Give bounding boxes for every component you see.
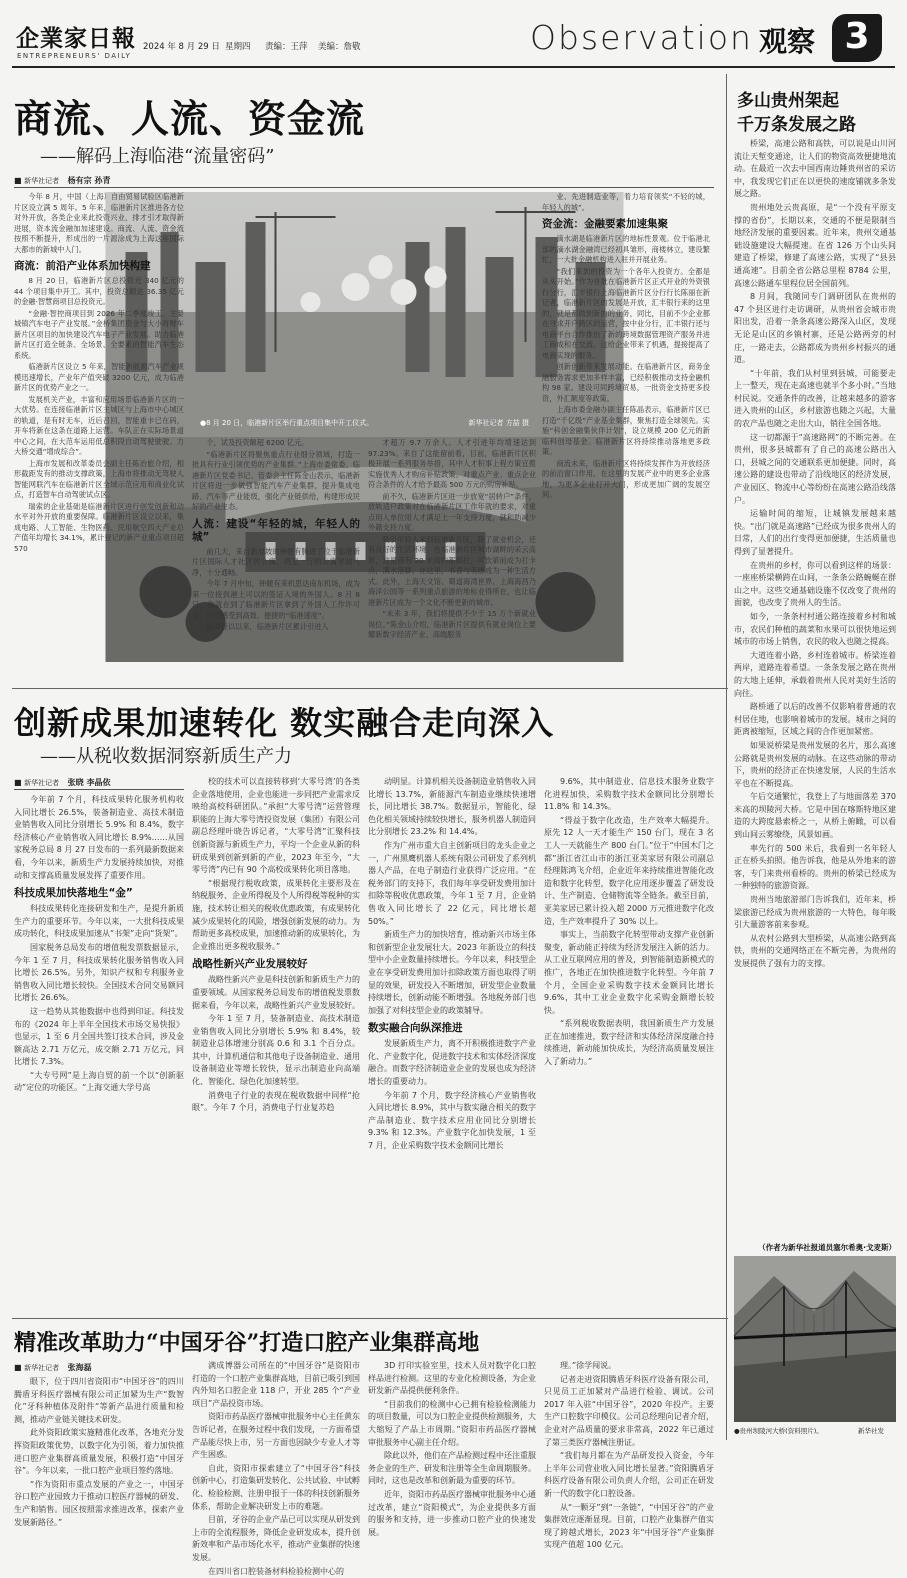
paragraph: 消费电子行业的表现在税收数据中同样“抢眼”。今年 7 个月，消费电子行业复苏趋 xyxy=(192,1090,360,1115)
paragraph: 自此，资阳市探索建立了“中国牙谷”科技创新中心，打造集研发转化、公共试验、中试孵化、检验检测、注册申报于一体的科技创新服务体系，帮助企业解决研发上市的难题。 xyxy=(192,1463,360,1513)
paragraph: 除此以外，他们在产品检测过程中还注重服务企业的生产、研发和注册等全生命周期服务。同时，这也是改革和创新最为重要的环节。 xyxy=(368,1450,536,1488)
paragraph: 在四川省口腔装备材料检验检测中心的 xyxy=(192,1566,360,1578)
paragraph: “未来 3 年，我们将提供不少于 15 万个新就业岗位。”陈金山介绍，临港新片区提供有就业岗位上要耀新数字经济产业、高端服务 xyxy=(368,609,536,641)
sidebar-photo xyxy=(734,1256,896,1422)
paragraph: 据调查以以来，临港新片区累计引进人 xyxy=(192,622,360,633)
sidebar-title-line2: 千万条发展之路 xyxy=(737,110,897,135)
paragraph: 此外资阳政策实施精准化改革，各地充分发挥资阳政策优势，以数字化为引领，着力加快推进口腔产业集群高质量发展，积极打造“中国牙谷”。今年以来，一批口腔产业项目签约落地。 xyxy=(14,1427,184,1477)
paragraph: “得益于数字化改造，生产效率大幅提升。原先 12 人一天才能生产 150 台门，现在 3 名工人一天就能生产 800 台门。”位于“中国木门之都”浙江省江山市的浙江亚美家居有限公司副总经理陈鸿飞介绍，企业近年来持续推进智能化改造和数字化转型，数字化应用逐步覆盖了研发设计、生产制造、仓储物流等全链条。截至目前，亚美家居已累计投入超 2000 万元推进数字化改造，生产效率提升了 30% 以上。 xyxy=(544,815,714,928)
paragraph: 眼下，位于四川省资阳市“中国牙谷”的四川腾盾牙科医疗器械有限公司正加紧为生产“数智化”牙科种植体及附件“等新产品进行质量和检测，推动产业链关键技术研发。 xyxy=(14,1376,184,1426)
paragraph: 瑞索的企业基础是临港新片区进行创发创新和动水平对外开放的重要保障。临港新片区设立以来，集成电路、人工智能、生物医药、民用航空四大产业总产值年均增长 34.1%，累计登记的新产业重点项目超 570 xyxy=(14,502,184,555)
paragraph: 吸引年轻人来到临港新片区，除了就业机会，还有良好的生活环境。在临港新片区城市湖畔的采云高原，这是商有 20 米高的都都拉，可饮第前成为打卡点，满水落脚。在这里，书香与美感成为一种生活方式。此外，上海天文馆、蜀道海湾世界、上海海昌乃海洋公园等一系列重点旅游的地标业得所在，也让临港新片区成为一个文化不断更新的城市。 xyxy=(368,535,536,609)
byline-prefix: 新华社记者 xyxy=(24,779,59,787)
article3-top-rule xyxy=(12,1318,728,1319)
article1-column-4 xyxy=(542,192,710,682)
paragraph: 战略性新兴产业是科技创新和新质生产力的重要领域。从国家税务总局发布的增值税发票数据来看，今年以来，战略性新兴产业发展较好。 xyxy=(192,974,360,1012)
paragraph: 发展新质生产力，离不开积极推进数字产业化、产业数字化，促进数字技术和实体经济深度融合。而数字经济制造业企业的发展也成为经济增长的重要动力。 xyxy=(368,1038,536,1088)
paragraph: 今年前 7 个月，数字经济核心产业销售收入同比增长 8.9%，其中与数实融合相关的数字产品制造业、数字技术应用业同比分别增长 9.3% 和 12.3%。产业数字化加快发展，1 至 7 月，企业采购数字技术金额同比增长 xyxy=(368,1090,536,1153)
paragraph: 从农村公路到大型桥梁，从高速公路到高铁，贵州的交通网络正在不断完善，为贵州的发展提供了强有力的支撑。 xyxy=(734,933,896,971)
paragraph: 新质生产力的加快培育，推动新兴市场主体和创新型企业发展壮大。2023 年新设立的科技型中小企业数量持续增长。今年以来，科技型企业在享受研发费用加计扣除政策方面也取得了明显的效果，研发投入不断增加，研发型企业数量持续增长，创新动能不断增强。各地税务部门也加强了对科技型企业的政策辅导。 xyxy=(368,929,536,1017)
photo-credit: 新华社记者 方喆 摄 xyxy=(469,418,529,428)
paragraph: 作为广州市重大自主创新项目的龙头企业之一，广州黑鹰机器人系统有限公司研发了系列机器人产品，在电子制造行业获得广泛应用。“在税务部门的支持下，我们每年享受研发费用加计扣除等税收优惠政策，今年 1 至 7 月，企业销售收入同比增长了 22 亿元，同比增长超 50%。” xyxy=(368,840,536,928)
sidebar-title-line1: 多山贵州架起 xyxy=(737,86,897,111)
article2-byline-rule xyxy=(14,789,184,790)
paragraph: “大专号网”是上海自贸的前一个以“创新驱动”定位的功能区。“上海交通大学号高 xyxy=(14,1070,184,1095)
article3-column-3 xyxy=(368,1360,536,1442)
sidebar-author-credit: （作者为新华社报道员塞尔希奥·戈麦斯） xyxy=(734,1242,896,1253)
paragraph: “系列税收数据表明，我国新质生产力发展正在加速推进，数字经济和实体经济深度融合持续推进，新动能加快成长，为经济高质量发展注入了新动力。” xyxy=(544,1018,714,1068)
paragraph: 临港新片区设立 5 年来，智能新能源汽车产业规模迅速增长，产业年产值突破 3200 亿元，成为临港新片区的优势产业之一。 xyxy=(14,362,184,394)
article3-byline xyxy=(14,1362,92,1373)
paragraph: 9.6%，其中制造业、信息技术服务业数字化进程加快，采购数字技术金额同比分别增长 11.8% 和 14.3%。 xyxy=(544,776,714,814)
paragraph: 目前，牙谷的企业产品已可以实现从研发到上市的全流程服务，降低企业研发成本，提升创新效率和产品市场化水平，推动产业集群的快速发展。 xyxy=(192,1514,360,1564)
paragraph: 满成博器公司所在的“中国牙谷”是资阳市打造的一个口腔产业集群高地，目前已吸引到国内外知名口腔企业 118 户，开业 285 个“产业项目”产品投资市场。 xyxy=(192,1360,360,1410)
article3-column-4 xyxy=(544,1360,714,1442)
paragraph: “十年前，我们从村里到县城，可能要走上一整天，现在走高速也就半个多小时。”当地村民说。交通条件的改善，让越来越多的游客进入贵州的山区，乡村旅游也随之兴起，大量的农产品也随之走出大山，销往全国各地。 xyxy=(734,368,896,431)
paragraph: 上海市发展和改革委员会副主任陈治旅介绍，相形截距发有的推动支撑政策，上海市将推动无驾驶人智能网联汽车在临港新片区全域示范应用和商业化试点，打造智车自动驾驶试点区。 xyxy=(14,459,184,501)
section-heading: 数实融合向纵深推进 xyxy=(368,1022,536,1035)
article1-byline-rule xyxy=(14,187,714,188)
byline-marker-icon: ■ xyxy=(14,778,24,787)
paragraph: 个，试及投资额超 6200 亿元。 xyxy=(192,438,360,449)
article1-byline xyxy=(14,175,110,186)
page-number: 3 xyxy=(832,16,882,57)
section-heading: 人流：建设“年轻的城，年轻人的城” xyxy=(192,518,360,544)
paragraph: 记者走进资阳腾盾牙科医疗设备有限公司，只见员工正加紧对产品进行检验、调试。公司 2017 年入驻“中国牙谷”，2020 年投产。主要生产口腔数字印模仪。公司总经理向记者介绍，企业对产品质量的要求非常高，2022 年已通过了第三类医疗器械注册证。 xyxy=(544,1374,714,1450)
sidebar-body xyxy=(734,138,896,1238)
paragraph: 如今，一条条村村通公路连接着乡村和城市，农民们种植的蔬菜和水果可以很快地运到城市的市场上销售，农民的收入也随之提高。 xyxy=(734,611,896,649)
section-heading: 商流：前沿产业体系加快构建 xyxy=(14,260,184,273)
paragraph: “我们每月都在为产品研发投入资金，今年上半年公司营业收入同比增长显著。”资阳腾盾牙科医疗设备有限公司负责人介绍，公司正在研发新一代的数字化口腔设备。 xyxy=(544,1450,714,1500)
byline-names: 杨有宗 孙青 xyxy=(68,176,111,185)
paragraph: 商流未来，临港新片区将持续发挥作为开放经济的前沿窗口作用，在这里的发展产业中的更多企业落地。为更多企业打开大门，形成更加广阔的发展空间。 xyxy=(542,459,710,501)
paragraph: 路桥通了以后的改善不仅影响着普通的农村居住地，也影响着城市的发展。城市之间的距离被缩短，区域之间的合作更加紧密。 xyxy=(734,701,896,739)
paper-logo-en: ENTREPRENEURS' DAILY xyxy=(17,52,131,60)
paragraph: “临港新片区将聚焦重点行业细分领域，打造一批具有行业引领优势的产业集群。”上海市委常委、临港新片区党委书记、管委会主任陈金山表示，临港新片区将进一步做强智能汽车产业集群，提升集成电路、汽车等产业能级，强化产业链供给，构建形成民好的产业生态。 xyxy=(192,450,360,513)
section-heading: 资金流：金融要素加速集聚 xyxy=(542,218,710,231)
paragraph: 近年，资阳市药品医疗器械审批服务中心通过改革，建立“资阳模式”，为企业提供多方面的服务和支持，进一步推动口腔产业的快速发展。 xyxy=(368,1489,536,1539)
paragraph: “金融·智控商项目到 2026 年二季度竣工，主要城镇汽车电子产业发展。”金桥集团资金与大小将财车新片区项目的加快建设汽车电子产业发展。助力临港新片区打造全链条、全场景、全要素的智能汽车生态系统。 xyxy=(14,309,184,362)
section-heading: 战略性新兴产业发展较好 xyxy=(192,958,360,971)
paragraph: “目前我们的检测中心已拥有检验检测能力的项目数量，可以为口腔企业提供检测服务，大大缩短了产品上市周期。”资阳市药品医疗器械审批服务中心副主任介绍。 xyxy=(368,1399,536,1449)
paragraph: 这一切都源于“高速路网”的不断完善。在贵州，很多县城都有了自己的高速公路出入口，县城之间的交通联系更加便捷。同时，高速公路的建设也带动了沿线地区的经济发展，产业园区、物流中心等纷纷在高速公路沿线落户。 xyxy=(734,432,896,508)
paragraph: 贵州地处云贵高原，是“一个没有平原支撑的省份”，长期以来，交通的不便是限制当地经济发展的重要因素。近年来，贵州交通基础设施建设大幅提速。在省 126 万个山头间建造了桥梁，修建了高速公路，实现了“县县通高速”。目前全省公路总里程 8784 公里，高速公路通车里程位居全国前列。 xyxy=(734,202,896,290)
paragraph: 前几天，来自新加坡的钟健有腾进了位于临港新片区国际人才社区的公寓，两室一厅的公寓宽阔八净，十分通畅。 xyxy=(192,547,360,579)
byline-names: 张海磊 xyxy=(68,1363,92,1372)
article1-column-2 xyxy=(192,438,360,682)
paragraph: 8 月 20 日，临港新片区总投资近 340 亿元的 44 个项目集中开工。其中，投资总额达 36.35 亿元的金融·智慧商项目总投资元。 xyxy=(14,276,184,308)
masthead xyxy=(0,0,907,68)
article1-column-1 xyxy=(14,192,184,677)
paragraph: 科技成果转化连接研发和生产，是提升新质生产力的重要环节。今年以来，一大批科技成果成功转化，科技成果加速从“书架”走向“货架”。 xyxy=(14,903,184,941)
article2-byline xyxy=(14,777,110,788)
section-title-cn: 观察 xyxy=(759,20,815,60)
paragraph: 业、先进制造业等，着力培育领奖“不轻的城，年轻人的城”。 xyxy=(542,192,710,213)
sidebar-divider xyxy=(726,74,727,1440)
paragraph: 率先行的 500 米后，我看到一名年轻人正在桥头拍照。他告诉我，他是从外地来的游客，专门来贵州看桥的。贵州的桥梁已经成为一种独特的旅游资源。 xyxy=(734,843,896,893)
article2-subtitle: ——从税收数据洞察新质生产力 xyxy=(40,742,292,768)
paragraph: “根据现行税收政策，成果转化主要形及在纳税服务、企业所得税及个人所得税等税种的实施，技术转让相关的税收优惠政策，有成果转化减少成果转化的风险，增强创新发展的动力。为帮助更多高校成果，加速推动新的成果转化，为企业推出更多税收服务。” xyxy=(192,878,360,954)
paragraph: 创新创新带来发展动能。在临港新片区，商务金融服务需求更加多样丰富，已经积极推动支持金融机构 98 家。建设可同跨境贸易，一批资金支持更多投资，外汇额度等政策。 xyxy=(542,362,710,404)
bridge-photo xyxy=(734,1256,896,1422)
paragraph: 在贵州的乡村，你可以看到这样的场景：一座座桥梁横跨在山间，一条条公路蜿蜒在群山之中。这些交通基础设施不仅改变了贵州的面貌，也改变了贵州人的生活。 xyxy=(734,560,896,610)
paragraph: 从“一颗牙”到“一条链”，“中国牙谷”的产业集群效应逐渐显现。目前，口腔产业集群产值实现了跨越式增长，2023 年“中国牙谷”产业集群实现产值超 100 亿元。 xyxy=(544,1502,714,1552)
paragraph: 贵州当地旅游部门告诉我们，近年来，桥梁旅游已经成为贵州旅游的一大特色，每年吸引大量游客前来参观。 xyxy=(734,894,896,932)
photo-caption: ●8 月 20 日，临港新片区举行重点项目集中开工仪式。 xyxy=(200,418,373,428)
paragraph: 前不久，临港新片区进一步放宽“居转户”条件，放轨适户政策对在临港新片区工作年就的要求，对重点用人单位用人才满足上一年支持力度，就和助减少外籍支持力度。 xyxy=(368,492,536,534)
article1-photo xyxy=(192,192,537,432)
paragraph: 今年 1 至 7 月，装备制造业、高技术制造业销售收入同比分别增长 5.9% 和 8.4%，较制造业总体增速分别高 0.6 和 3.1 个百分点。其中，计算机通信和其他电子设备制造业、通用设备制造业等增长较快，显示出制造业向高端化、智能化、绿色化加速转型。 xyxy=(192,1013,360,1089)
paragraph: 理。”徐学闯说。 xyxy=(544,1360,714,1373)
paragraph: “我们来到的投资为一个各年入投资方。全都是从头开始。”作为首批在临港新片区正式开业的外资银行分行，汇丰银行上海临港新片区分行行长陈丽在新记者，临港新片区的发展是开放，汇丰银行来的这里的，就是都做到新的的业务，同比，目前不少企业都在寻求开户跨区的运营，按中业分行，汇丰银行还与电商平台合作推出了新的跨境数据管理资产服务并进工商成和在交流，这给企业带来了机遇，提接提高了电商实现的服务。 xyxy=(542,267,710,362)
paragraph: 国家税务总局发布的增值税发票数据显示，今年 1 至 7 月，科技成果转化服务销售收入同比增长 26.5%。另外，知识产权和专利服务业销售收入同比增长较快。全国技术合同交易额同比增长 26.6%。 xyxy=(14,942,184,1005)
paragraph: 上海市委金融办副主任陈晶表示，临港新片区已打造“千亿级”产业基金集群，聚焦打造全球领先。实施“科创金融集伙伴计划”，设立规模 200 亿元的新临科创母基金。临港新片区将持续推动落地更多政策。 xyxy=(542,405,710,458)
paragraph: 3D 打印实验室里，技术人员对数字化口腔样品进行检测。这里的专业化检测设备，为企业研发新产品提供便利条件。 xyxy=(368,1360,536,1398)
byline-names: 张晓 李晶依 xyxy=(68,778,111,787)
issue-date: 2024 年 8 月 29 日 xyxy=(143,40,220,52)
sidebar-photo-caption: ●贵州坝陵河大桥(资料照片)。 xyxy=(734,1426,823,1435)
article2-column-3 xyxy=(368,776,536,1314)
paragraph: 8 月间，我随同专门调研团队在贵州的 47 个县区进行走访调研，从贵州省会城市贵阳出发，沿着一条条高速公路深入山区，发现无论是山区的乡镇村寨，还是公路两旁的村庄，一路走去，公路都成为贵州乡村振兴的通道。 xyxy=(734,291,896,367)
article2-title: 创新成果加速转化 数实融合走向深入 xyxy=(14,698,554,744)
byline-prefix: 新华社记者 xyxy=(24,177,59,185)
paragraph: 滴水湖是临港新片区的地标性景观。位于临港北部的滴水湖金融湾已经初具雏形，商楼林立，建设繁忙，一大批金融机构进入驻并开展业务。 xyxy=(542,234,710,266)
paragraph: 今年 8 月，中国（上海）自由贸易试验区临港新片区设立满 5 周年。5 年来，临港新片区推进各方位对外开放，各类企业来此投资兴业，排才引才取得新进展，资本流金融加加速建设。商流、人流、资金流按照不断提升，形成出的一片源涂成为上海这座国际大都市的新城中人门。 xyxy=(14,192,184,255)
article2-column-2 xyxy=(192,776,360,1314)
byline-marker-icon: ■ xyxy=(14,176,24,185)
paragraph: 资阳市药品医疗器械审批服务中心主任黄东告诉记者，在服务过程中我们发现，一方面希望产品能尽快上市，另一方面也因缺少专业人才等产生困惑。 xyxy=(192,1411,360,1461)
article2-column-4 xyxy=(544,776,714,1314)
paragraph: 午后交通繁忙，我登上了与地面落差 370 米高的坝陵河大桥。它是中国在喀斯特地区建造的大跨度悬索桥之一，从桥上俯瞰，可以看到山间云雾缭绕，风景如画。 xyxy=(734,791,896,841)
section-heading: 科技成果加快落地生“金” xyxy=(14,887,184,900)
paragraph: 运输时间的缩短，让城镇发展越来越快。“出门就是高速路”已经成为很多贵州人的日常，人们的出行变得更加便捷，生活质量也得到了显著提升。 xyxy=(734,508,896,558)
paragraph: 才超万 9.7 万余人。人才引进年均增速达到 97.23%。来自了这能留前看，目前，临港新片区积极开展一系列服务举措，其中人才积事上程方策宜揽实施优秀人才购房补贴政策。对重点产业、重点企业符合条件的人才给予最高 500 万元的购房补贴。 xyxy=(368,438,536,491)
article2-top-rule xyxy=(12,688,728,689)
editor-credit: 责编：王萍 xyxy=(265,40,308,52)
paragraph: 如果说桥梁是贵州发展的名片，那么高速公路就是贵州发展的动脉。在这些动脉的带动下，贵州的经济正在快速发展，人民的生活水平也在不断提高。 xyxy=(734,740,896,790)
byline-prefix: 新华社记者 xyxy=(24,1364,59,1372)
designer-credit: 美编：詹敬 xyxy=(318,40,361,52)
article3-column-1 xyxy=(14,1376,184,1442)
section-title-en: Observation xyxy=(530,18,753,57)
paragraph: 今年 7 月中旬，钟健有来机思达南东机场，成为第一位接到港上可以的签证入境的外国人。8 月 8 日，他就在到了临港新片区拿到了外国人工作许可证，以可感受到高效、便捷的“临港速度”。 xyxy=(192,579,360,621)
paragraph: 今年前 7 个月，科技成果转化服务机构收入同比增长 26.5%，装备制造业、高技术制造业销售收入同比分别增长 5.9% 和 8.4%，数字经济核心产业销售收入同比增长 8.9%……从国家税务总局 8 月 27 日发布的一系列最新数据来看，今年以来，新质生产力发展持续加快，对推动和支撑高质量发展发挥了重要作用。 xyxy=(14,794,184,882)
byline-marker-icon: ■ xyxy=(14,1363,24,1372)
paper-logo: 企業家日報 xyxy=(16,20,136,53)
paragraph: 动明显。计算机相关设备制造业销售收入同比增长 13.7%，新能源汽车制造业继续快速增长，同比增长 38.7%。数据显示，智能化、绿色化相关领域持续较快增长，服务机器人制造同比分别增长 23.2% 和 14.4%。 xyxy=(368,776,536,839)
article2-column-1 xyxy=(14,794,184,1314)
paragraph: 事实上，当前数字化转型带动支撑产业创新聚变，新动能正持续为经济发展注入新的活力。从工业互联网应用的普及，到智能制造新模式的推广，各地正在加快推进数字化转型。今年前 7 个月，全国企业采购数字技术金额同比增长 9.6%，其中工业企业数字化采购金额增长较快。 xyxy=(544,929,714,1017)
paragraph: “作为资阳市重点发展的产业之一，中国牙谷口腔产业园致力于推动口腔医疗器械的研发、生产和销售。园区按照需求推进改革，探索产业发展新路径。” xyxy=(14,1479,184,1529)
issue-weekday: 星期四 xyxy=(225,40,251,52)
paragraph: 这一趋势从其他数据中也得到印证。科技发布的《2024 年上半年全国技术市场交易快报》也显示，1 至 6 月全国共签订技术合同，涉及金额高达 2.71 万亿元，成交额 2.71 万亿元，同比增长 7.3%。 xyxy=(14,1006,184,1069)
article1-subtitle: ——解码上海临港“流量密码” xyxy=(40,142,274,168)
article3-title: 精准改革助力“中国牙谷”打造口腔产业集群高地 xyxy=(14,1326,479,1357)
masthead-rule xyxy=(12,66,895,68)
article1-column-3 xyxy=(368,438,536,682)
paragraph: 大道连着小路，乡村连着城市。桥梁连着两岸，道路连着希望。一条条发展之路在贵州的大地上延伸，承载着贵州人民对美好生活的向往。 xyxy=(734,650,896,700)
paragraph: 桥梁，高速公路和高铁，可以说是山川河流让天堑变通途，让人们的物资高效便捷地流动。在最近一次去中国西南边陲贵州省的采访中，我发现它们正在以更快的速度铺就多条发展之路。 xyxy=(734,138,896,201)
paragraph: 校的技术可以直接转移到‘大零号湾’的各类企业落地使用，企业也能进一步同把产业需求反映给高校科研团队。”承担“大零号湾”运营管理职能的上海大零号湾投资发展（集团）有限公司副总经理叶晓告诉记者，“大零号湾”汇聚科技创新资源与新质生产力，平均一个企业从新的科研成果到创新到新的产业，2023 年至今，“大零号湾”内已有 90 个高校成果转化项目落地。 xyxy=(192,776,360,877)
article3-column-2 xyxy=(192,1360,360,1442)
sidebar-photo-credit: 新华社发 xyxy=(858,1426,884,1435)
paragraph: 发展机关产业，丰富和应用场景临港新片区的一大优势。在连接临港新片区主城区与上海市中心城区的轨道，是有时无车，近后召回，智能重卡已在码，开车将新在这条在道路上运营。车队正在实际场景道中心之间，在大范车运用低总积段自动驾驶驶驶。力大桥交通“增成综合”。 xyxy=(14,395,184,458)
article1-title: 商流、人流、资金流 xyxy=(14,88,365,143)
